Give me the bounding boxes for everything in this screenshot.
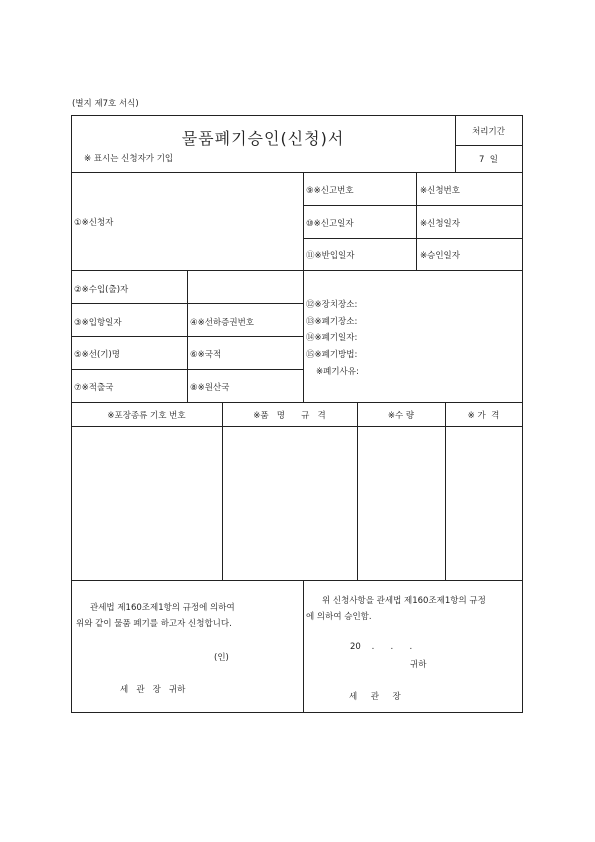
item-header-bottom: [71, 426, 523, 427]
arrival-date-label: ③※입항일자: [74, 318, 122, 328]
item-table-bottom: [71, 580, 523, 581]
origin-country-label: ⑧※원산국: [190, 383, 230, 393]
s1-divider-b: [416, 172, 417, 270]
s1-row-line-1: [303, 205, 522, 206]
processing-period-value: 7 일: [478, 155, 499, 165]
applicant-label: ①※신청자: [74, 218, 114, 228]
report-date-label: ⑩※신고일자: [306, 219, 354, 229]
item-col-line-2: [357, 402, 358, 580]
s2-row-line-1: [71, 303, 303, 304]
outer-border-right: [522, 115, 523, 713]
disposal-method-label: ⑮※폐기방법:: [306, 350, 358, 360]
outer-border-bottom: [71, 712, 523, 713]
application-date-label: ※신청일자: [420, 219, 460, 229]
approval-date: 20 . . .: [350, 642, 413, 652]
s2-row-line-3: [71, 369, 303, 370]
storage-place-label: ⑫※장치장소:: [306, 300, 358, 310]
entry-date-label: ⑪※반입일자: [306, 251, 355, 261]
loading-country-label: ⑦※적출국: [74, 383, 114, 393]
disposal-place-label: ⑬※폐기장소:: [306, 317, 358, 327]
s2-row-line-2: [71, 336, 303, 337]
title-bottom: [71, 172, 523, 173]
approval-date-label: ※승인일자: [420, 251, 460, 261]
right-addressee: 귀하: [410, 660, 427, 670]
application-statement-line-1: 관세법 제160조제1항의 규정에 의하여: [90, 603, 235, 613]
seal-mark: (인): [214, 653, 229, 663]
form-number: (별지 제7호 서식): [72, 99, 139, 109]
approval-statement-line-1: 위 신청사항을 관세법 제160조제1항의 규정: [322, 596, 486, 606]
application-no-label: ※신청번호: [420, 186, 460, 196]
processing-period-label: 처리기간: [472, 127, 505, 137]
right-signer: 세 관 장: [349, 692, 401, 702]
left-recipient: 세 관 장 귀하: [120, 685, 186, 695]
s1-bottom: [71, 270, 523, 271]
col-price-header: ※ 가 격: [467, 411, 500, 421]
col-quantity-header: ※수 량: [387, 411, 415, 421]
footer-divider: [303, 580, 304, 712]
ship-name-label: ⑤※선(기)명: [74, 350, 121, 360]
bl-no-label: ④※선하증권번호: [190, 318, 255, 328]
approval-statement-line-2: 에 의하여 승인함.: [306, 612, 372, 622]
importer-label: ②※수입(출)자: [74, 285, 129, 295]
disposal-reason-label: ※폐기사유:: [316, 367, 359, 377]
col-packaging-header: ※포장종류 기호 번호: [107, 411, 186, 421]
form-note: ※ 표시는 신청자가 기입: [84, 154, 174, 164]
item-col-line-1: [222, 402, 223, 580]
s1-row-line-2: [303, 238, 522, 239]
s1-divider-a: [303, 172, 304, 270]
report-no-label: ⑨※신고번호: [306, 186, 354, 196]
col-item-header: ※품 명 규 격: [253, 411, 326, 421]
s2-bottom: [71, 402, 523, 403]
item-col-line-3: [445, 402, 446, 580]
nationality-label: ⑥※국적: [190, 350, 222, 360]
disposal-date-label: ⑭※폐기일자:: [306, 333, 358, 343]
processing-divider: [455, 145, 522, 146]
application-statement-line-2: 위와 같이 물품 폐기를 하고자 신청합니다.: [76, 619, 232, 629]
s2-divider-right: [303, 270, 304, 402]
page-title: 물품폐기승인(신청)서: [181, 129, 345, 148]
